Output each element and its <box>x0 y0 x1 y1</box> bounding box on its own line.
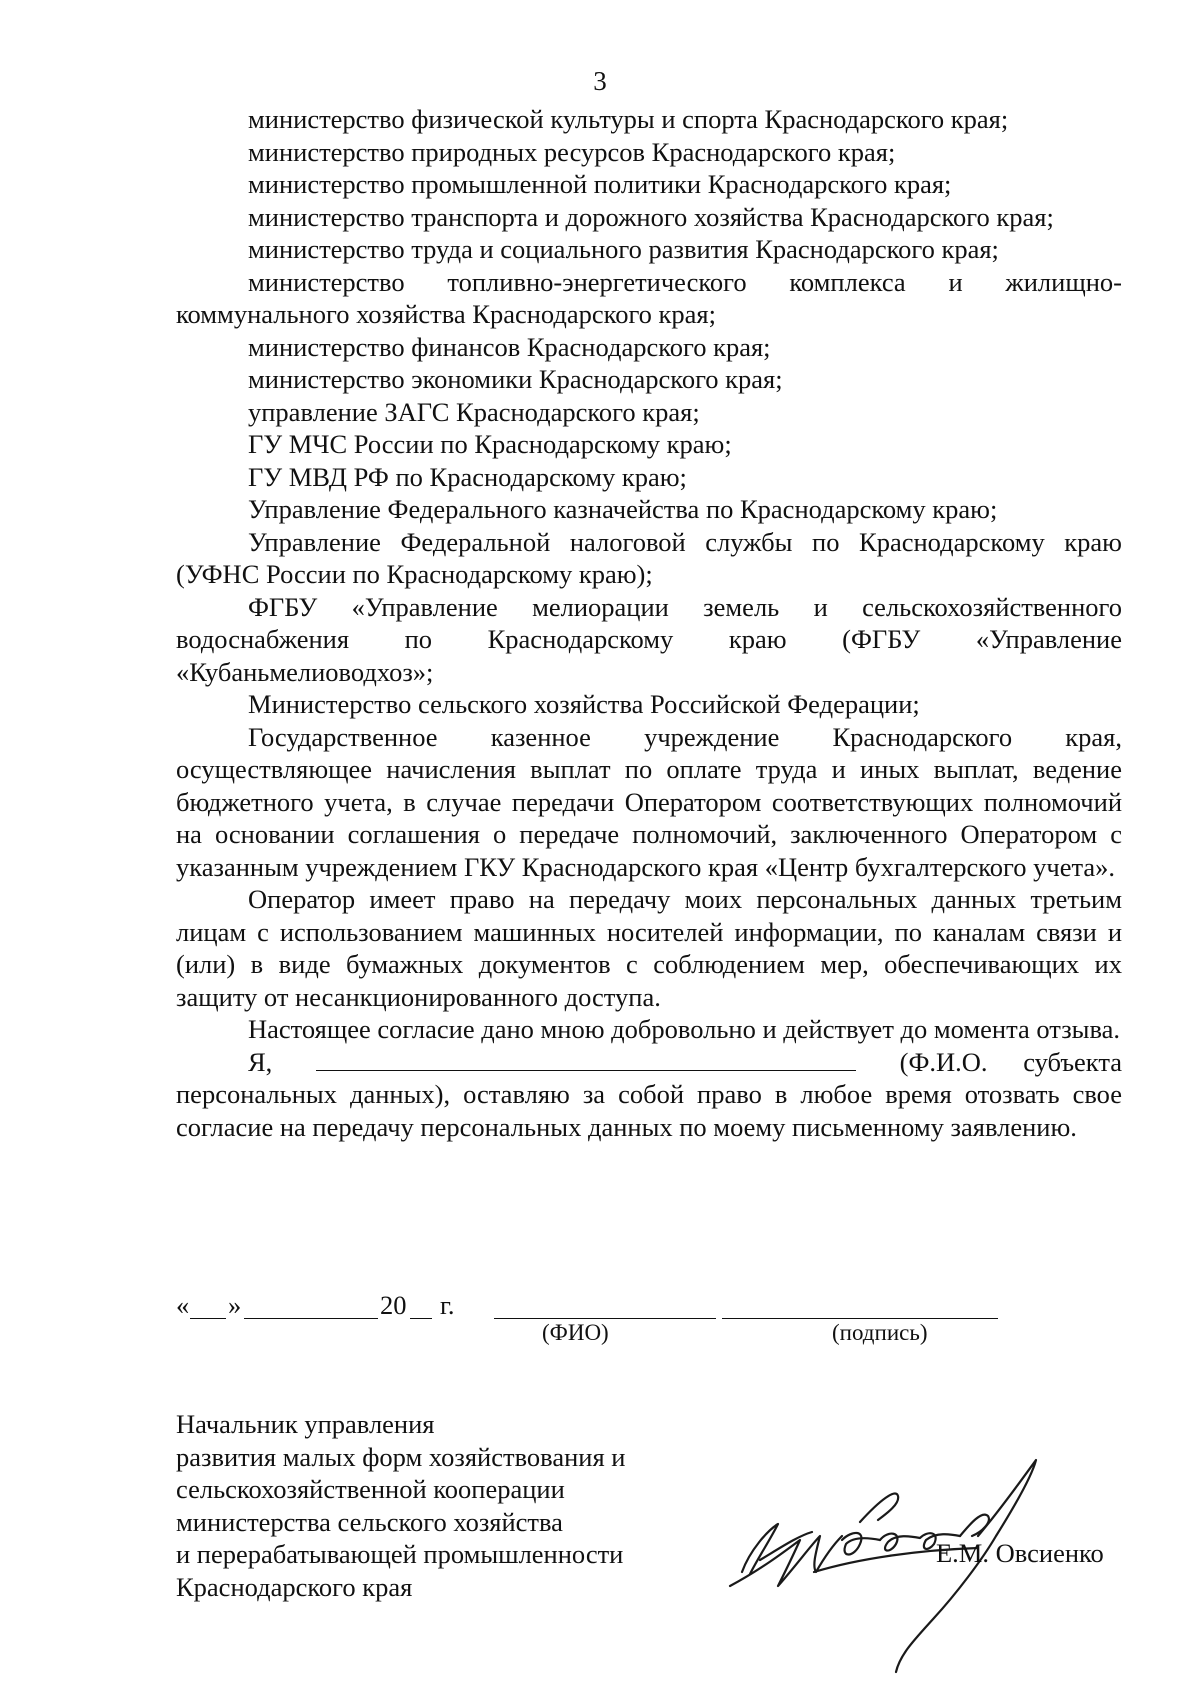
date-close-quote: » <box>228 1290 242 1320</box>
document-body <box>176 103 1122 1143</box>
recipient-item: ФГБУ «Управление мелиорации земель и сельскохозяйственного водоснабжения по Краснодарскому краю (ФГБУ «Управление «Кубаньмелиоводхоз»; <box>176 591 1122 687</box>
official-title-line: Краснодарского края <box>176 1571 413 1602</box>
official-title-line: Начальник управления <box>176 1409 435 1439</box>
date-open-quote: « <box>176 1290 190 1320</box>
official-title-line: министерства сельского хозяйства <box>176 1506 563 1537</box>
month-blank-field[interactable] <box>244 1318 378 1319</box>
revocation-suffix: (Ф.И.О. субъекта персональных данных), оставляю за собой право в любое время отозвать свое согласие на передачу персональных данных по моему письменному заявлению. <box>176 1046 1122 1142</box>
fio-sign-field[interactable] <box>494 1318 716 1319</box>
official-title <box>176 1408 736 1603</box>
recipient-item: министерство транспорта и дорожного хозяйства Краснодарского края; <box>248 201 1054 232</box>
fio-caption: (ФИО) <box>542 1320 609 1345</box>
page-number: 3 <box>593 66 607 96</box>
signer-name: Е.М. Овсиенко <box>936 1538 1104 1568</box>
recipient-item: Управление Федеральной налоговой службы по Краснодарскому краю (УФНС России по Краснодарскому краю); <box>176 526 1122 589</box>
transfer-paragraph: Оператор имеет право на передачу моих персональных данных третьим лицам с использованием машинных носителей информации, по каналам связи и (или) в виде бумажных документов с соблюдением мер, обеспечивающих их защиту от несанкционированного доступа. <box>176 884 1122 1012</box>
recipient-item: министерство топливно-энергетического комплекса и жилищно-коммунального хозяйства Краснодарского края; <box>176 266 1122 329</box>
consent-paragraph: Настоящее согласие дано мною добровольно и действует до момента отзыва. <box>248 1014 1121 1044</box>
recipient-item: министерство финансов Краснодарского края; <box>248 331 771 362</box>
official-title-line: сельскохозяйственной кооперации <box>176 1474 565 1504</box>
year-prefix: 20 <box>380 1290 407 1320</box>
year-blank-field[interactable] <box>410 1318 432 1319</box>
year-suffix: г. <box>440 1290 455 1320</box>
fio-blank-field[interactable] <box>316 1046 856 1071</box>
recipient-item: Министерство сельского хозяйства Российской Федерации; <box>248 689 920 719</box>
recipient-item: министерство экономики Краснодарского края; <box>248 364 783 394</box>
recipient-item: министерство труда и социального развития Краснодарского края; <box>248 234 999 264</box>
recipient-item: ГУ МВД РФ по Краснодарскому краю; <box>248 461 687 492</box>
recipient-item: Управление Федерального казначейства по Краснодарскому краю; <box>248 494 998 524</box>
day-blank-field[interactable] <box>190 1318 226 1319</box>
official-title-line: и перерабатывающей промышленности <box>176 1539 624 1569</box>
recipient-item: управление ЗАГС Краснодарского края; <box>248 396 700 427</box>
official-title-line: развития малых форм хозяйствования и <box>176 1441 626 1472</box>
recipient-item: ГУ МЧС России по Краснодарскому краю; <box>248 429 732 459</box>
signature-caption: (подпись) <box>832 1320 928 1345</box>
signature-sign-field[interactable] <box>722 1318 998 1319</box>
recipient-item: министерство промышленной политики Краснодарского края; <box>248 169 952 199</box>
recipient-item: министерство природных ресурсов Краснодарского края; <box>248 136 896 167</box>
recipient-item: министерство физической культуры и спорта Краснодарского края; <box>248 104 1009 134</box>
revocation-paragraph <box>176 1046 1122 1144</box>
recipient-item: Государственное казенное учреждение Краснодарского края, осуществляющее начисления выплат по оплате труда и иных выплат, ведение бюджетного учета, в случае передачи Оператором соответствующих полномочий на основании соглашения о передаче полномочий, заключенного Оператором с указанным учреждением ГКУ Краснодарского края «Центр бухгалтерского учета». <box>176 721 1122 882</box>
revocation-prefix: Я, <box>248 1046 273 1077</box>
date-signature-row <box>176 1290 1122 1345</box>
